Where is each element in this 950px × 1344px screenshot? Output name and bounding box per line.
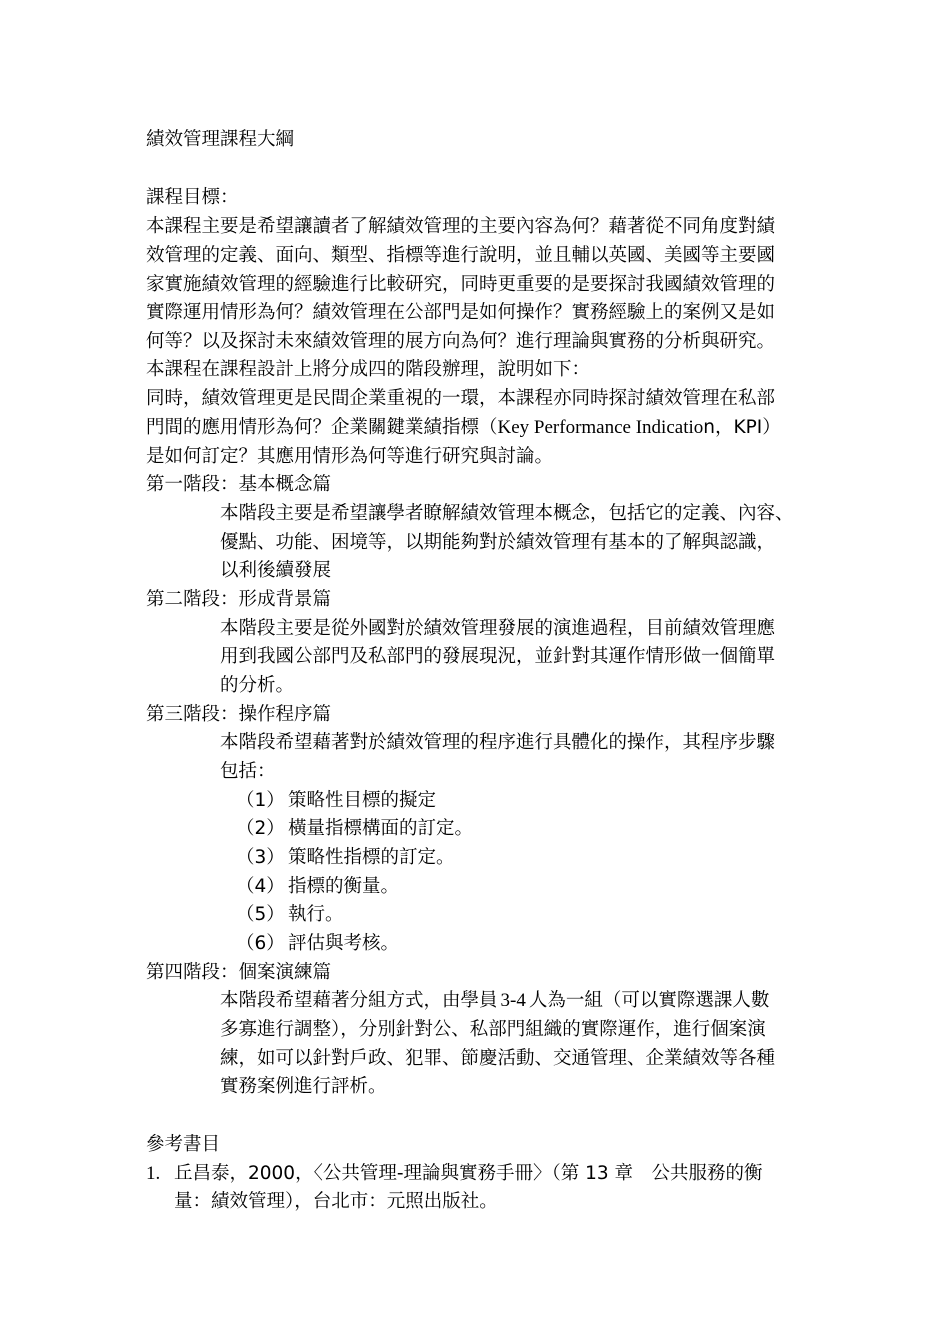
objective-line: 家實施績效管理的經驗進行比較研究，同時更重要的是要探討我國績效管理的 xyxy=(146,274,776,295)
objective-line: 效管理的定義、面向、類型、指標等進行說明，並且輔以英國、美國等主要國 xyxy=(146,245,776,266)
stage4-heading: 第四階段：個案演練篇 xyxy=(146,962,332,983)
stage1-line: 優點、功能、困境等，以期能夠對於績效管理有基本的了解與認識， xyxy=(220,532,776,553)
group-size: 3-4 xyxy=(500,990,526,1011)
objective-line: 何等？以及探討未來績效管理的展方向為何？進行理論與實務的分析與研究。 xyxy=(146,331,776,352)
stage3-heading: 第三階段：操作程序篇 xyxy=(146,704,332,725)
stage4-line: 實務案例進行評析。 xyxy=(220,1076,387,1097)
step-text: 橫量指標構面的訂定。 xyxy=(288,818,474,839)
step-marker: （4） xyxy=(236,876,285,897)
stage1-heading: 第一階段：基本概念篇 xyxy=(146,474,332,495)
step-text: 策略性指標的訂定。 xyxy=(288,847,455,868)
step-text: 評估與考核。 xyxy=(288,933,400,954)
step-marker: （2） xyxy=(236,818,285,839)
objective-heading: 課程目標： xyxy=(146,187,239,208)
step-marker: （3） xyxy=(236,847,285,868)
reference-line: 丘昌泰，2000，〈公共管理-理論與實務手冊〉（第 13 章 公共服務的衡 xyxy=(174,1163,763,1184)
stage4-line: 本階段希望藉著分組方式，由學員 3-4 人為一組（可以實際選課人數 xyxy=(220,990,770,1011)
step-marker: （1） xyxy=(236,790,285,811)
stage4-line: 多寡進行調整），分別針對公、私部門組織的實際運作，進行個案演 xyxy=(220,1019,766,1040)
stage4-line: 練，如可以針對戶政、犯罪、節慶活動、交通管理、企業績效等各種 xyxy=(220,1048,776,1069)
stage2-line: 的分析。 xyxy=(220,675,295,696)
private-sector-line: 同時，績效管理更是民間企業重視的一環，本課程亦同時探討績效管理在私部 xyxy=(146,388,776,409)
private-sector-line: 門間的應用情形為何？企業關鍵業績指標（Key Performance Indication，KPI） xyxy=(146,417,781,438)
stage2-line: 用到我國公部門及私部門的發展現況，並針對其運作情形做一個簡單 xyxy=(220,646,776,667)
objective-line: 本課程主要是希望讓讀者了解績效管理的主要內容為何？藉著從不同角度對績 xyxy=(146,216,776,237)
stage2-heading: 第二階段：形成背景篇 xyxy=(146,589,332,610)
step-text: 執行。 xyxy=(288,904,344,925)
objective-line: 實際運用情形為何？績效管理在公部門是如何操作？實務經驗上的案例又是如 xyxy=(146,302,776,323)
stage3-line: 包括： xyxy=(220,761,276,782)
reference-line: 量：績效管理），台北市：元照出版社。 xyxy=(174,1191,498,1212)
objective-line: 本課程在課程設計上將分成四的階段辦理，說明如下： xyxy=(146,359,591,380)
stage2-line: 本階段主要是從外國對於績效管理發展的演進過程，目前績效管理應 xyxy=(220,618,776,639)
step-text: 策略性目標的擬定 xyxy=(288,790,437,811)
private-sector-line: 是如何訂定？其應用情形為何等進行研究與討論。 xyxy=(146,446,554,467)
references-heading: 參考書目 xyxy=(146,1134,221,1155)
stage3-line: 本階段希望藉著對於績效管理的程序進行具體化的操作，其程序步驟 xyxy=(220,732,776,753)
reference-number: 1. xyxy=(146,1163,161,1184)
stage1-line: 本階段主要是希望讓學者瞭解績效管理本概念，包括它的定義、內容、 xyxy=(220,503,794,524)
stage1-line: 以利後續發展 xyxy=(220,560,332,581)
step-marker: （6） xyxy=(236,933,285,954)
step-marker: （5） xyxy=(236,904,285,925)
kpi-term: Key Performance Indicatio xyxy=(497,417,704,438)
document-title: 績效管理課程大綱 xyxy=(146,129,295,150)
step-text: 指標的衡量。 xyxy=(288,876,400,897)
